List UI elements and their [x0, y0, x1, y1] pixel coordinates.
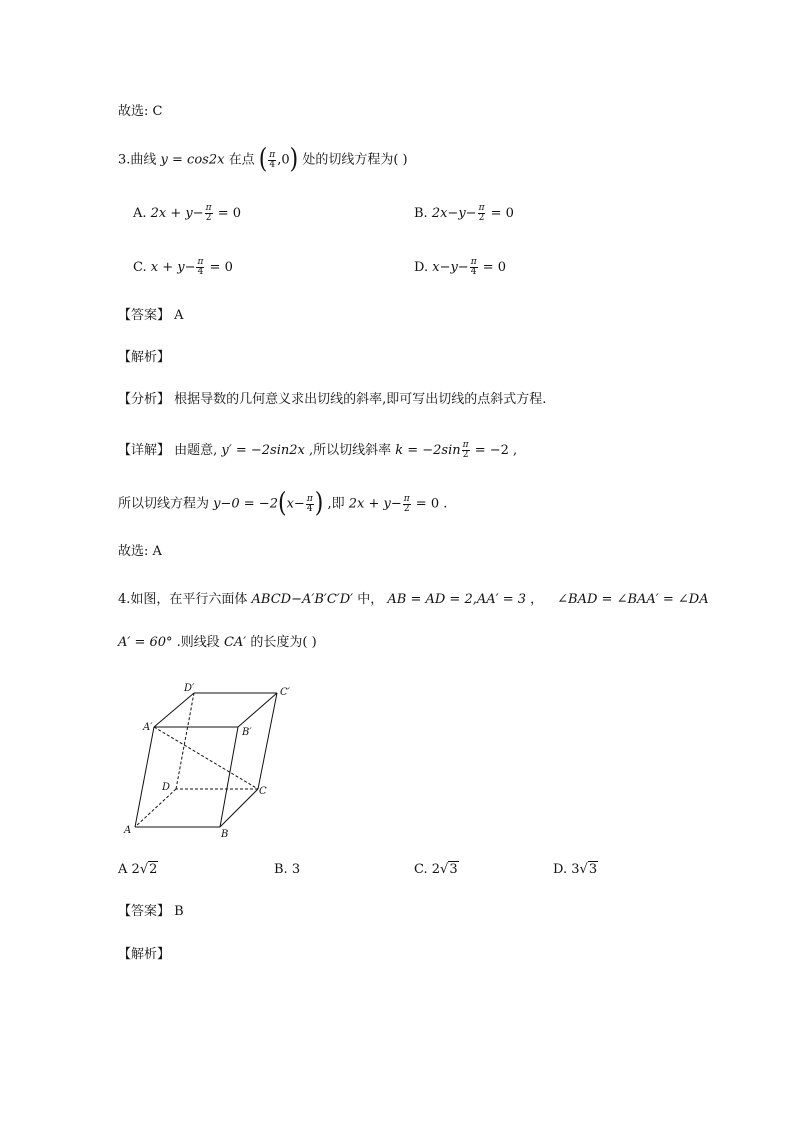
- xiangjie-3: 【详解】 由题意, y′ = −2sin2x ,所以切线斜率 k = −2sin $\frac{\pi}{2}$ = −2 ,: [118, 440, 518, 460]
- option-a: A. 2x + y− $\frac{\pi}{2}$ = 0: [133, 203, 242, 223]
- edge-d1a1: [154, 693, 194, 727]
- option-4d: D. 3√3: [553, 862, 598, 877]
- edge-aa1: [135, 727, 154, 827]
- question-3-stem: 3.曲线 y = cos2x 在点 ( $\frac{\pi}{4}$ ,0) 处的切线方程为( ): [118, 143, 408, 175]
- previous-conclusion: 故选: C: [118, 104, 163, 119]
- option-c: C. x + y− $\frac{\pi}{4}$ = 0: [133, 257, 233, 277]
- vertex-label-d: D: [162, 782, 171, 793]
- vertex-label-c1: C′: [280, 687, 290, 698]
- tangent-equation: 所以切线方程为 y−0 = −2(x− $\frac{\pi}{4}$ ) ,即 2x + y− $\frac{\pi}{2}$ = 0 .: [118, 487, 448, 519]
- answer-3: 【答案】 A: [118, 308, 184, 323]
- conclusion-3: 故选: A: [118, 544, 162, 559]
- vertex-label-a1: A′: [143, 722, 153, 733]
- option-4c: C. 2√3: [414, 862, 458, 877]
- parallelepiped-figure: [118, 678, 308, 838]
- question-4-stem-line1: 4.如图，在平行六面体 ABCD−A′B′C′D′ 中， AB = AD = 2,AA′ = 3 ， ∠BAD = ∠BAA′ = ∠DA: [118, 592, 709, 607]
- option-b: B. 2x−y− $\frac{\pi}{2}$ = 0: [414, 203, 514, 223]
- vertex-label-a: A: [124, 825, 132, 836]
- vertex-label-b1: B′: [242, 727, 252, 738]
- question-number: 4.: [118, 592, 131, 607]
- analysis-heading-4: 【解析】: [118, 947, 171, 962]
- option-d: D. x−y− $\frac{\pi}{4}$ = 0: [414, 257, 507, 277]
- option-4a: A 2√2: [118, 862, 158, 877]
- derivative: y′ = −2sin2x: [221, 443, 305, 458]
- point-fraction: $\frac{\pi}{4}$: [269, 149, 276, 170]
- question-4-stem-line2: A′ = 60° .则线段 CA′ 的长度为( ): [118, 635, 317, 650]
- vertex-label-b: B: [221, 829, 229, 838]
- fenxi-3: 【分析】 根据导数的几何意义求出切线的斜率,即可写出切线的点斜式方程.: [118, 392, 547, 407]
- question-number: 3.: [118, 152, 131, 168]
- curve-equation: y = cos2x: [160, 152, 225, 168]
- vertex-label-d1: D′: [184, 683, 195, 694]
- edge-dd1: [176, 693, 194, 789]
- answer-4: 【答案】 B: [118, 904, 184, 919]
- option-4b: B. 3: [274, 862, 301, 877]
- vertex-label-c: C: [259, 786, 267, 797]
- analysis-heading-3: 【解析】: [118, 350, 171, 365]
